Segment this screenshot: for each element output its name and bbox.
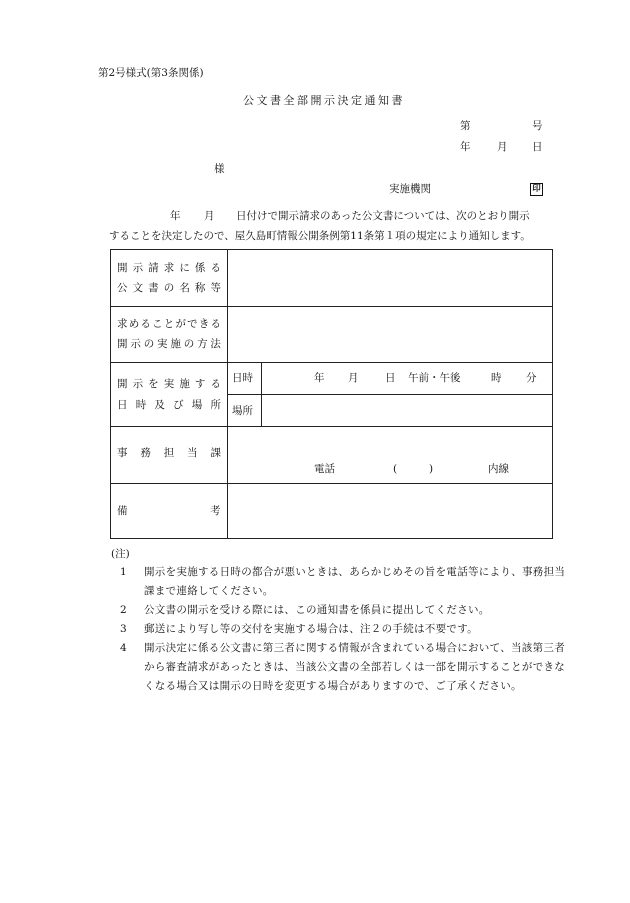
note-number: 1 (120, 566, 127, 578)
row2-label-line1: 求 め る こ と が で き る (117, 318, 221, 330)
addressee-suffix: 様 (214, 163, 225, 175)
seal-mark: 印 (530, 183, 543, 196)
row2-label-line2: 開 示 の 実 施 の 方 法 (117, 338, 221, 350)
note-text: 開示を実施する日時の都合が悪いときは、あらかじめその旨を電話等により、事務担当課まで連絡してください。 (144, 566, 566, 597)
sub-column-divider (261, 362, 262, 426)
row3-label-line1: 開 示 を 実 施 す る (117, 378, 221, 390)
doc-number-prefix: 第 (460, 120, 471, 132)
form-number: 第2号様式(第3条関係) (98, 67, 204, 79)
place-label: 場所 (232, 405, 253, 417)
date-year: 年 (460, 141, 471, 153)
note-text: 開示決定に係る公文書に第三者に関する情報が含まれている場合において、当該第三者から審査請求があったときは、当該公文書の全部若しくは一部を開示することができなくなる場合又は開示の日時を変更する場合がありますので、ご了承ください。 (144, 642, 566, 692)
datetime-hour: 時 (491, 372, 502, 384)
row1-label-line1: 開 示 請 求 に 係 る (117, 262, 221, 274)
phone-paren-close: ) (429, 463, 434, 475)
row-divider (111, 483, 552, 484)
body-line-2: することを決定したので、屋久島町情報公開条例第11条第１項の規定により通知します。 (109, 230, 531, 242)
note-text: 郵送により写し等の交付を実施する場合は、注２の手続は不要です。 (144, 623, 478, 635)
row-divider (111, 306, 552, 307)
note-item-1 (120, 563, 570, 603)
datetime-month: 月 (348, 372, 359, 384)
note-number: 4 (120, 642, 127, 654)
datetime-ampm: 午前・午後 (408, 372, 461, 384)
datetime-year: 年 (314, 372, 325, 384)
remarks-label-char1: 備 (117, 505, 128, 517)
note-number: 2 (120, 604, 127, 616)
date-day: 日 (532, 141, 543, 153)
phone-paren-open: ( (393, 463, 398, 475)
note-number: 3 (120, 623, 127, 635)
body-year: 年 (170, 210, 181, 222)
doc-number-suffix: 号 (532, 120, 543, 132)
phone-label: 電話 (314, 463, 335, 475)
row-divider (111, 426, 552, 427)
datetime-minute: 分 (526, 372, 537, 384)
note-text: 公文書の開示を受ける際には、この通知書を係員に提出してください。 (144, 604, 490, 616)
row4-label: 事 務 担 当 課 (117, 447, 221, 459)
note-item-4 (120, 639, 570, 719)
date-month: 月 (497, 141, 508, 153)
row1-label-line2: 公 文 書 の 名 称 等 (117, 282, 221, 294)
note-item-2 (120, 601, 570, 621)
agency-label: 実施機関 (389, 183, 431, 195)
document-title: 公文書全部開示決定通知書 (243, 94, 405, 107)
sub-row-divider (227, 394, 552, 395)
body-line-1: 日付けで開示請求のあった公文書については、次のとおり開示 (236, 210, 530, 222)
row3-label-line2: 日 時 及 び 場 所 (117, 399, 221, 411)
body-month: 月 (204, 210, 215, 222)
extension-label: 内線 (488, 463, 509, 475)
column-divider (227, 250, 228, 538)
row-divider (111, 362, 552, 363)
note-item-3 (120, 620, 570, 640)
disclosure-form-table (110, 249, 553, 539)
datetime-label: 日時 (232, 372, 253, 384)
remarks-label-char2: 考 (210, 505, 221, 517)
datetime-day: 日 (385, 372, 396, 384)
notes-heading: (注) (111, 548, 130, 560)
